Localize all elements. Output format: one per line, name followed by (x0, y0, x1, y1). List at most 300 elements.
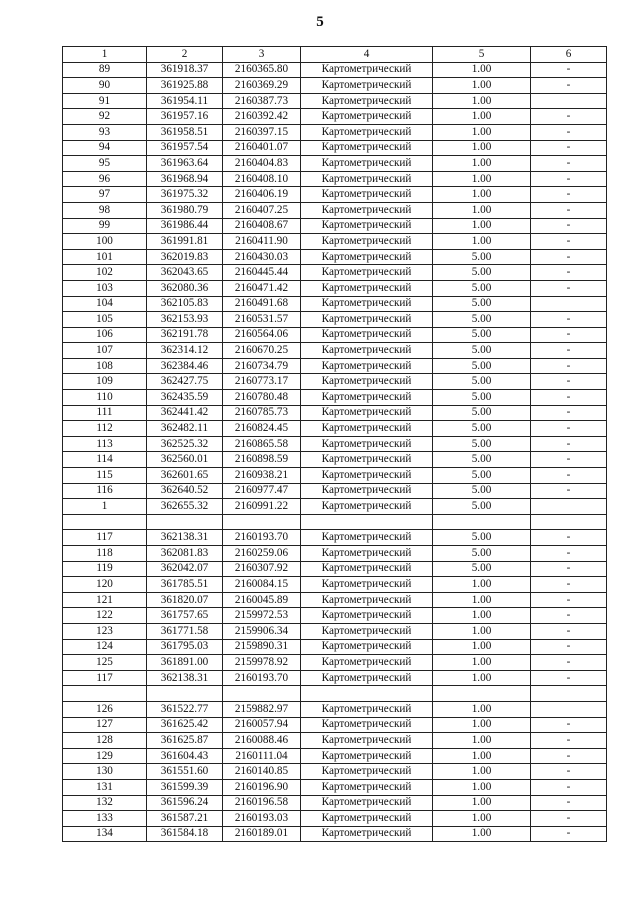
header-cell: 4 (301, 47, 433, 63)
note-cell: - (531, 452, 607, 468)
method-cell: Картометрический (301, 608, 433, 624)
note-cell: - (531, 171, 607, 187)
x-coordinate-cell: 361820.07 (147, 592, 223, 608)
table-body (63, 62, 607, 842)
point-number-cell: 94 (63, 140, 147, 156)
point-number-cell: 129 (63, 748, 147, 764)
x-coordinate-cell: 362105.83 (147, 296, 223, 312)
table-row (63, 499, 607, 515)
note-cell: - (531, 312, 607, 328)
note-cell (531, 686, 607, 702)
method-cell: Картометрический (301, 483, 433, 499)
note-cell: - (531, 592, 607, 608)
y-coordinate-cell: 2160471.42 (223, 280, 301, 296)
accuracy-cell: 1.00 (433, 779, 531, 795)
y-coordinate-cell: 2160938.21 (223, 468, 301, 484)
y-coordinate-cell: 2159978.92 (223, 655, 301, 671)
x-coordinate-cell: 362314.12 (147, 343, 223, 359)
table-row (63, 623, 607, 639)
y-coordinate-cell: 2160401.07 (223, 140, 301, 156)
note-cell: - (531, 779, 607, 795)
note-cell: - (531, 374, 607, 390)
point-number-cell: 111 (63, 405, 147, 421)
note-cell: - (531, 826, 607, 842)
method-cell: Картометрический (301, 577, 433, 593)
accuracy-cell: 1.00 (433, 748, 531, 764)
x-coordinate-cell: 361925.88 (147, 78, 223, 94)
accuracy-cell: 5.00 (433, 374, 531, 390)
table-row (63, 655, 607, 671)
point-number-cell: 124 (63, 639, 147, 655)
point-number-cell: 98 (63, 202, 147, 218)
point-number-cell: 132 (63, 795, 147, 811)
note-cell (531, 296, 607, 312)
y-coordinate-cell: 2160404.83 (223, 156, 301, 172)
method-cell: Картометрический (301, 374, 433, 390)
blank-row (63, 686, 607, 702)
table-row (63, 717, 607, 733)
method-cell: Картометрический (301, 249, 433, 265)
x-coordinate-cell: 362427.75 (147, 374, 223, 390)
y-coordinate-cell: 2160531.57 (223, 312, 301, 328)
accuracy-cell: 1.00 (433, 608, 531, 624)
accuracy-cell: 1.00 (433, 655, 531, 671)
table-row (63, 124, 607, 140)
table-row (63, 483, 607, 499)
accuracy-cell: 1.00 (433, 187, 531, 203)
x-coordinate-cell (147, 514, 223, 530)
point-number-cell: 104 (63, 296, 147, 312)
accuracy-cell: 1.00 (433, 701, 531, 717)
table-row (63, 140, 607, 156)
y-coordinate-cell: 2160734.79 (223, 358, 301, 374)
method-cell: Картометрический (301, 795, 433, 811)
point-number-cell: 99 (63, 218, 147, 234)
point-number-cell: 93 (63, 124, 147, 140)
point-number-cell: 134 (63, 826, 147, 842)
point-number-cell: 113 (63, 436, 147, 452)
x-coordinate-cell: 361954.11 (147, 93, 223, 109)
y-coordinate-cell: 2160259.06 (223, 546, 301, 562)
x-coordinate-cell: 361584.18 (147, 826, 223, 842)
accuracy-cell: 5.00 (433, 249, 531, 265)
note-cell: - (531, 390, 607, 406)
accuracy-cell: 5.00 (433, 390, 531, 406)
method-cell: Картометрический (301, 218, 433, 234)
method-cell: Картометрический (301, 546, 433, 562)
accuracy-cell: 5.00 (433, 312, 531, 328)
point-number-cell: 120 (63, 577, 147, 593)
method-cell: Картометрический (301, 358, 433, 374)
method-cell: Картометрический (301, 187, 433, 203)
accuracy-cell: 1.00 (433, 795, 531, 811)
table-row (63, 795, 607, 811)
y-coordinate-cell: 2160365.80 (223, 62, 301, 78)
note-cell: - (531, 795, 607, 811)
accuracy-cell: 1.00 (433, 124, 531, 140)
note-cell: - (531, 639, 607, 655)
x-coordinate-cell: 361604.43 (147, 748, 223, 764)
x-coordinate-cell: 362019.83 (147, 249, 223, 265)
x-coordinate-cell: 361968.94 (147, 171, 223, 187)
note-cell: - (531, 109, 607, 125)
table-row (63, 733, 607, 749)
note-cell: - (531, 623, 607, 639)
table-row (63, 436, 607, 452)
accuracy-cell: 1.00 (433, 811, 531, 827)
accuracy-cell: 1.00 (433, 733, 531, 749)
point-number-cell: 97 (63, 187, 147, 203)
accuracy-cell: 1.00 (433, 764, 531, 780)
note-cell: - (531, 343, 607, 359)
table-row (63, 405, 607, 421)
accuracy-cell: 5.00 (433, 421, 531, 437)
x-coordinate-cell: 361599.39 (147, 779, 223, 795)
table-row (63, 358, 607, 374)
point-number-cell: 130 (63, 764, 147, 780)
method-cell: Картометрический (301, 202, 433, 218)
note-cell: - (531, 280, 607, 296)
method-cell: Картометрический (301, 390, 433, 406)
point-number-cell (63, 686, 147, 702)
method-cell: Картометрический (301, 124, 433, 140)
y-coordinate-cell: 2160670.25 (223, 343, 301, 359)
x-coordinate-cell: 361986.44 (147, 218, 223, 234)
point-number-cell: 95 (63, 156, 147, 172)
method-cell: Картометрический (301, 655, 433, 671)
accuracy-cell: 5.00 (433, 483, 531, 499)
method-cell: Картометрический (301, 717, 433, 733)
table-row (63, 78, 607, 94)
note-cell (531, 701, 607, 717)
y-coordinate-cell: 2160430.03 (223, 249, 301, 265)
accuracy-cell: 1.00 (433, 202, 531, 218)
accuracy-cell: 1.00 (433, 234, 531, 250)
note-cell: - (531, 655, 607, 671)
x-coordinate-cell: 362435.59 (147, 390, 223, 406)
accuracy-cell: 5.00 (433, 265, 531, 281)
point-number-cell (63, 514, 147, 530)
point-number-cell: 118 (63, 546, 147, 562)
table-row (63, 62, 607, 78)
x-coordinate-cell: 361975.32 (147, 187, 223, 203)
accuracy-cell: 1.00 (433, 109, 531, 125)
note-cell: - (531, 265, 607, 281)
method-cell: Картометрический (301, 623, 433, 639)
method-cell: Картометрический (301, 733, 433, 749)
table-row (63, 748, 607, 764)
x-coordinate-cell: 361918.37 (147, 62, 223, 78)
accuracy-cell: 1.00 (433, 78, 531, 94)
table-row (63, 639, 607, 655)
table-row (63, 546, 607, 562)
point-number-cell: 128 (63, 733, 147, 749)
point-number-cell: 91 (63, 93, 147, 109)
note-cell: - (531, 218, 607, 234)
y-coordinate-cell: 2160193.03 (223, 811, 301, 827)
table-row (63, 234, 607, 250)
method-cell: Картометрический (301, 811, 433, 827)
y-coordinate-cell: 2160387.73 (223, 93, 301, 109)
point-number-cell: 90 (63, 78, 147, 94)
y-coordinate-cell: 2160140.85 (223, 764, 301, 780)
table-row (63, 421, 607, 437)
y-coordinate-cell: 2160564.06 (223, 327, 301, 343)
accuracy-cell: 1.00 (433, 670, 531, 686)
point-number-cell: 127 (63, 717, 147, 733)
x-coordinate-cell: 361980.79 (147, 202, 223, 218)
point-number-cell: 109 (63, 374, 147, 390)
table-row (63, 312, 607, 328)
x-coordinate-cell: 361991.81 (147, 234, 223, 250)
x-coordinate-cell: 362560.01 (147, 452, 223, 468)
x-coordinate-cell: 361757.65 (147, 608, 223, 624)
table-row (63, 265, 607, 281)
x-coordinate-cell: 362601.65 (147, 468, 223, 484)
y-coordinate-cell: 2160193.70 (223, 530, 301, 546)
y-coordinate-cell: 2160196.90 (223, 779, 301, 795)
method-cell: Картометрический (301, 280, 433, 296)
y-coordinate-cell: 2160057.94 (223, 717, 301, 733)
method-cell: Картометрический (301, 701, 433, 717)
point-number-cell: 105 (63, 312, 147, 328)
y-coordinate-cell: 2160977.47 (223, 483, 301, 499)
accuracy-cell: 5.00 (433, 530, 531, 546)
method-cell: Картометрический (301, 343, 433, 359)
table-row (63, 93, 607, 109)
x-coordinate-cell: 362441.42 (147, 405, 223, 421)
x-coordinate-cell: 361625.42 (147, 717, 223, 733)
table-row (63, 592, 607, 608)
accuracy-cell: 5.00 (433, 436, 531, 452)
x-coordinate-cell: 361551.60 (147, 764, 223, 780)
method-cell (301, 514, 433, 530)
method-cell (301, 686, 433, 702)
table-header-row (63, 47, 607, 63)
y-coordinate-cell: 2160407.25 (223, 202, 301, 218)
y-coordinate-cell: 2160397.15 (223, 124, 301, 140)
table-row (63, 280, 607, 296)
note-cell: - (531, 811, 607, 827)
x-coordinate-cell: 361522.77 (147, 701, 223, 717)
y-coordinate-cell: 2160084.15 (223, 577, 301, 593)
point-number-cell: 89 (63, 62, 147, 78)
point-number-cell: 117 (63, 530, 147, 546)
accuracy-cell: 1.00 (433, 140, 531, 156)
method-cell: Картометрический (301, 93, 433, 109)
table-row (63, 156, 607, 172)
y-coordinate-cell: 2160780.48 (223, 390, 301, 406)
accuracy-cell: 5.00 (433, 343, 531, 359)
note-cell: - (531, 748, 607, 764)
y-coordinate-cell: 2160111.04 (223, 748, 301, 764)
method-cell: Картометрический (301, 436, 433, 452)
method-cell: Картометрический (301, 265, 433, 281)
accuracy-cell: 5.00 (433, 327, 531, 343)
x-coordinate-cell: 361891.00 (147, 655, 223, 671)
accuracy-cell: 1.00 (433, 156, 531, 172)
table-row (63, 670, 607, 686)
x-coordinate-cell: 361963.64 (147, 156, 223, 172)
note-cell: - (531, 358, 607, 374)
x-coordinate-cell: 361957.54 (147, 140, 223, 156)
note-cell: - (531, 561, 607, 577)
y-coordinate-cell: 2160408.67 (223, 218, 301, 234)
y-coordinate-cell: 2160369.29 (223, 78, 301, 94)
point-number-cell: 106 (63, 327, 147, 343)
accuracy-cell: 1.00 (433, 62, 531, 78)
point-number-cell: 115 (63, 468, 147, 484)
table-row (63, 249, 607, 265)
point-number-cell: 108 (63, 358, 147, 374)
x-coordinate-cell: 361625.87 (147, 733, 223, 749)
table-row (63, 779, 607, 795)
method-cell: Картометрический (301, 499, 433, 515)
method-cell: Картометрический (301, 670, 433, 686)
blank-row (63, 514, 607, 530)
x-coordinate-cell: 361957.16 (147, 109, 223, 125)
table-row (63, 390, 607, 406)
table-row (63, 374, 607, 390)
method-cell: Картометрический (301, 639, 433, 655)
point-number-cell: 92 (63, 109, 147, 125)
accuracy-cell: 5.00 (433, 499, 531, 515)
table-row (63, 187, 607, 203)
method-cell: Картометрический (301, 779, 433, 795)
page-number: 5 (316, 14, 324, 30)
accuracy-cell: 1.00 (433, 717, 531, 733)
note-cell: - (531, 187, 607, 203)
x-coordinate-cell: 361958.51 (147, 124, 223, 140)
method-cell: Картометрический (301, 327, 433, 343)
method-cell: Картометрический (301, 561, 433, 577)
method-cell: Картометрический (301, 748, 433, 764)
point-number-cell: 114 (63, 452, 147, 468)
note-cell: - (531, 717, 607, 733)
y-coordinate-cell: 2160445.44 (223, 265, 301, 281)
point-number-cell: 101 (63, 249, 147, 265)
accuracy-cell: 1.00 (433, 639, 531, 655)
method-cell: Картометрический (301, 171, 433, 187)
accuracy-cell: 1.00 (433, 577, 531, 593)
method-cell: Картометрический (301, 468, 433, 484)
y-coordinate-cell: 2160411.90 (223, 234, 301, 250)
accuracy-cell: 5.00 (433, 358, 531, 374)
note-cell: - (531, 234, 607, 250)
y-coordinate-cell: 2159906.34 (223, 623, 301, 639)
point-number-cell: 102 (63, 265, 147, 281)
method-cell: Картометрический (301, 234, 433, 250)
point-number-cell: 123 (63, 623, 147, 639)
note-cell: - (531, 530, 607, 546)
point-number-cell: 121 (63, 592, 147, 608)
y-coordinate-cell: 2160824.45 (223, 421, 301, 437)
x-coordinate-cell: 362525.32 (147, 436, 223, 452)
point-number-cell: 119 (63, 561, 147, 577)
table-row (63, 468, 607, 484)
note-cell: - (531, 421, 607, 437)
x-coordinate-cell: 362482.11 (147, 421, 223, 437)
y-coordinate-cell: 2160193.70 (223, 670, 301, 686)
x-coordinate-cell: 362384.46 (147, 358, 223, 374)
point-number-cell: 125 (63, 655, 147, 671)
y-coordinate-cell: 2160307.92 (223, 561, 301, 577)
x-coordinate-cell (147, 686, 223, 702)
point-number-cell: 100 (63, 234, 147, 250)
point-number-cell: 1 (63, 499, 147, 515)
x-coordinate-cell: 362138.31 (147, 530, 223, 546)
accuracy-cell (433, 686, 531, 702)
header-cell: 3 (223, 47, 301, 63)
x-coordinate-cell: 362138.31 (147, 670, 223, 686)
x-coordinate-cell: 362153.93 (147, 312, 223, 328)
note-cell: - (531, 546, 607, 562)
x-coordinate-cell: 362080.36 (147, 280, 223, 296)
point-number-cell: 133 (63, 811, 147, 827)
note-cell (531, 514, 607, 530)
point-number-cell: 96 (63, 171, 147, 187)
y-coordinate-cell (223, 686, 301, 702)
note-cell: - (531, 483, 607, 499)
accuracy-cell: 1.00 (433, 592, 531, 608)
y-coordinate-cell: 2160392.42 (223, 109, 301, 125)
note-cell: - (531, 156, 607, 172)
table-row (63, 296, 607, 312)
point-number-cell: 107 (63, 343, 147, 359)
x-coordinate-cell: 362042.07 (147, 561, 223, 577)
point-number-cell: 110 (63, 390, 147, 406)
x-coordinate-cell: 361795.03 (147, 639, 223, 655)
note-cell: - (531, 202, 607, 218)
y-coordinate-cell: 2159882.97 (223, 701, 301, 717)
y-coordinate-cell: 2160406.19 (223, 187, 301, 203)
accuracy-cell: 5.00 (433, 280, 531, 296)
method-cell: Картометрический (301, 421, 433, 437)
table-row (63, 608, 607, 624)
method-cell: Картометрический (301, 452, 433, 468)
point-number-cell: 116 (63, 483, 147, 499)
note-cell: - (531, 405, 607, 421)
note-cell: - (531, 733, 607, 749)
accuracy-cell: 5.00 (433, 296, 531, 312)
x-coordinate-cell: 362655.32 (147, 499, 223, 515)
y-coordinate-cell: 2160898.59 (223, 452, 301, 468)
table-row (63, 202, 607, 218)
note-cell: - (531, 140, 607, 156)
point-number-cell: 103 (63, 280, 147, 296)
note-cell: - (531, 78, 607, 94)
header-cell: 5 (433, 47, 531, 63)
point-number-cell: 122 (63, 608, 147, 624)
y-coordinate-cell: 2160865.58 (223, 436, 301, 452)
accuracy-cell (433, 514, 531, 530)
note-cell: - (531, 577, 607, 593)
table-row (63, 452, 607, 468)
y-coordinate-cell: 2160408.10 (223, 171, 301, 187)
table-row (63, 171, 607, 187)
table-row (63, 764, 607, 780)
method-cell: Картометрический (301, 530, 433, 546)
method-cell: Картометрический (301, 62, 433, 78)
note-cell: - (531, 62, 607, 78)
note-cell: - (531, 436, 607, 452)
note-cell (531, 93, 607, 109)
x-coordinate-cell: 362640.52 (147, 483, 223, 499)
x-coordinate-cell: 362043.65 (147, 265, 223, 281)
y-coordinate-cell: 2159890.31 (223, 639, 301, 655)
note-cell: - (531, 764, 607, 780)
table-row (63, 561, 607, 577)
